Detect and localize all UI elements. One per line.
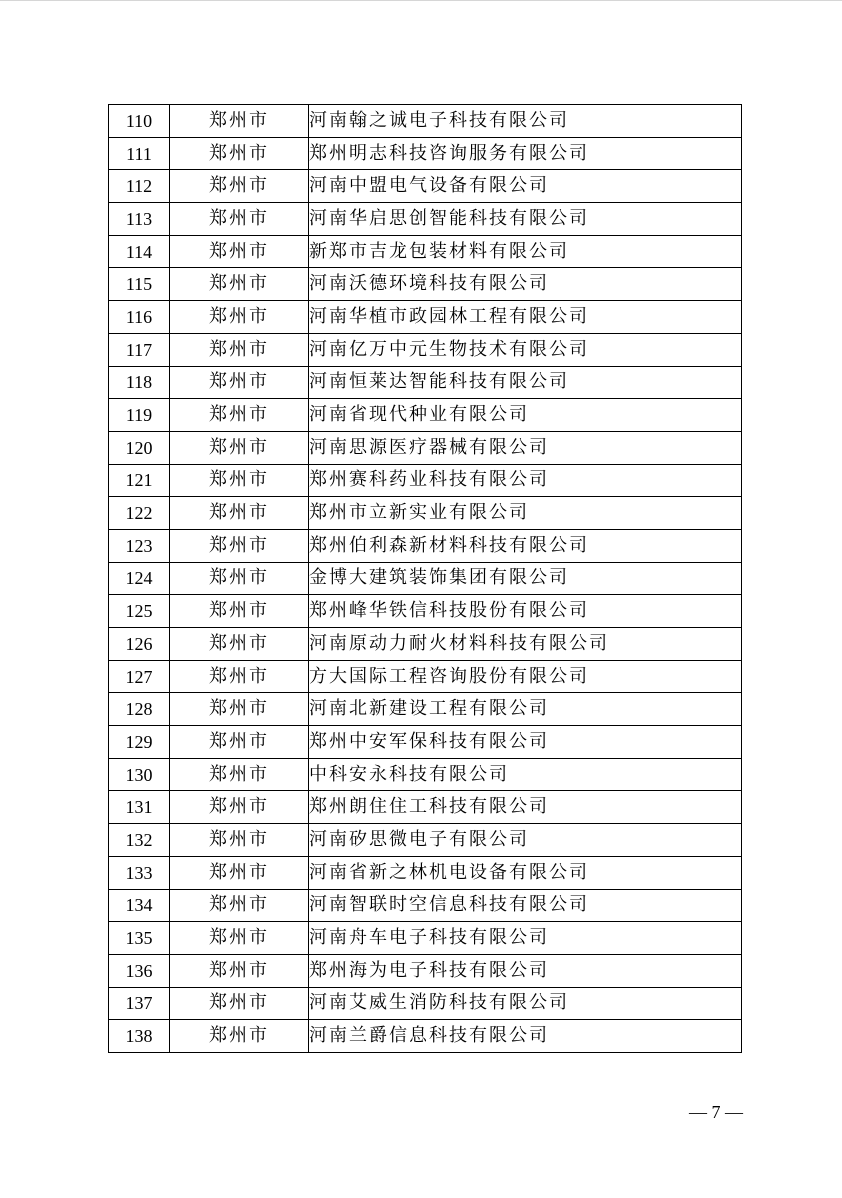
- table-row: [109, 889, 742, 922]
- table-row: [109, 660, 742, 693]
- city-cell: 郑州市: [170, 726, 309, 759]
- city-cell: 郑州市: [170, 366, 309, 399]
- company-name-cell: 河南思源医疗器械有限公司: [309, 431, 742, 464]
- company-name-cell: 河南华启思创智能科技有限公司: [309, 203, 742, 236]
- city-cell: 郑州市: [170, 889, 309, 922]
- row-number-cell: 117: [109, 333, 170, 366]
- row-number-cell: 114: [109, 235, 170, 268]
- company-name-cell: 河南华植市政园林工程有限公司: [309, 301, 742, 334]
- city-cell: 郑州市: [170, 693, 309, 726]
- table-row: [109, 628, 742, 661]
- city-cell: 郑州市: [170, 399, 309, 432]
- city-cell: 郑州市: [170, 628, 309, 661]
- company-name-cell: 河南恒莱达智能科技有限公司: [309, 366, 742, 399]
- company-name-cell: 新郑市吉龙包装材料有限公司: [309, 235, 742, 268]
- city-cell: 郑州市: [170, 235, 309, 268]
- company-name-cell: 中科安永科技有限公司: [309, 758, 742, 791]
- table-row: [109, 529, 742, 562]
- table-row: [109, 268, 742, 301]
- company-name-cell: 河南艾威生消防科技有限公司: [309, 987, 742, 1020]
- company-name-cell: 郑州海为电子科技有限公司: [309, 954, 742, 987]
- company-name-cell: 郑州明志科技咨询服务有限公司: [309, 137, 742, 170]
- row-number-cell: 132: [109, 824, 170, 857]
- row-number-cell: 111: [109, 137, 170, 170]
- row-number-cell: 128: [109, 693, 170, 726]
- company-name-cell: 河南中盟电气设备有限公司: [309, 170, 742, 203]
- company-name-cell: 河南省现代种业有限公司: [309, 399, 742, 432]
- row-number-cell: 126: [109, 628, 170, 661]
- city-cell: 郑州市: [170, 922, 309, 955]
- row-number-cell: 122: [109, 497, 170, 530]
- row-number-cell: 110: [109, 105, 170, 138]
- city-cell: 郑州市: [170, 529, 309, 562]
- row-number-cell: 116: [109, 301, 170, 334]
- row-number-cell: 133: [109, 856, 170, 889]
- city-cell: 郑州市: [170, 954, 309, 987]
- table-row: [109, 464, 742, 497]
- row-number-cell: 134: [109, 889, 170, 922]
- row-number-cell: 113: [109, 203, 170, 236]
- table-row: [109, 693, 742, 726]
- company-name-cell: 河南矽思微电子有限公司: [309, 824, 742, 857]
- table-row: [109, 922, 742, 955]
- city-cell: 郑州市: [170, 660, 309, 693]
- company-name-cell: 郑州朗住住工科技有限公司: [309, 791, 742, 824]
- table-row: [109, 235, 742, 268]
- row-number-cell: 125: [109, 595, 170, 628]
- company-name-cell: 河南兰爵信息科技有限公司: [309, 1020, 742, 1053]
- company-list-table: [108, 104, 742, 1053]
- table-row: [109, 856, 742, 889]
- row-number-cell: 118: [109, 366, 170, 399]
- table-row: [109, 333, 742, 366]
- company-name-cell: 金博大建筑装饰集团有限公司: [309, 562, 742, 595]
- company-name-cell: 河南智联时空信息科技有限公司: [309, 889, 742, 922]
- row-number-cell: 137: [109, 987, 170, 1020]
- table-row: [109, 595, 742, 628]
- company-name-cell: 河南北新建设工程有限公司: [309, 693, 742, 726]
- city-cell: 郑州市: [170, 497, 309, 530]
- city-cell: 郑州市: [170, 464, 309, 497]
- company-name-cell: 河南亿万中元生物技术有限公司: [309, 333, 742, 366]
- row-number-cell: 112: [109, 170, 170, 203]
- table-row: [109, 366, 742, 399]
- city-cell: 郑州市: [170, 105, 309, 138]
- company-name-cell: 河南原动力耐火材料科技有限公司: [309, 628, 742, 661]
- page-number: — 7 —: [689, 1102, 743, 1122]
- city-cell: 郑州市: [170, 758, 309, 791]
- table-row: [109, 758, 742, 791]
- row-number-cell: 130: [109, 758, 170, 791]
- top-border-rule: [0, 0, 842, 1]
- city-cell: 郑州市: [170, 791, 309, 824]
- table-row: [109, 954, 742, 987]
- city-cell: 郑州市: [170, 203, 309, 236]
- city-cell: 郑州市: [170, 987, 309, 1020]
- table-row: [109, 137, 742, 170]
- table-row: [109, 726, 742, 759]
- company-list-body: [109, 105, 742, 1053]
- city-cell: 郑州市: [170, 856, 309, 889]
- row-number-cell: 123: [109, 529, 170, 562]
- row-number-cell: 119: [109, 399, 170, 432]
- table-row: [109, 203, 742, 236]
- city-cell: 郑州市: [170, 137, 309, 170]
- city-cell: 郑州市: [170, 333, 309, 366]
- table-row: [109, 170, 742, 203]
- row-number-cell: 124: [109, 562, 170, 595]
- city-cell: 郑州市: [170, 595, 309, 628]
- row-number-cell: 121: [109, 464, 170, 497]
- city-cell: 郑州市: [170, 301, 309, 334]
- row-number-cell: 127: [109, 660, 170, 693]
- table-row: [109, 431, 742, 464]
- table-row: [109, 497, 742, 530]
- row-number-cell: 120: [109, 431, 170, 464]
- company-name-cell: 郑州伯利森新材料科技有限公司: [309, 529, 742, 562]
- city-cell: 郑州市: [170, 562, 309, 595]
- table-row: [109, 987, 742, 1020]
- city-cell: 郑州市: [170, 1020, 309, 1053]
- city-cell: 郑州市: [170, 268, 309, 301]
- table-row: [109, 1020, 742, 1053]
- company-name-cell: 郑州中安军保科技有限公司: [309, 726, 742, 759]
- city-cell: 郑州市: [170, 170, 309, 203]
- company-name-cell: 郑州赛科药业科技有限公司: [309, 464, 742, 497]
- row-number-cell: 138: [109, 1020, 170, 1053]
- city-cell: 郑州市: [170, 431, 309, 464]
- company-name-cell: 河南省新之林机电设备有限公司: [309, 856, 742, 889]
- table-row: [109, 399, 742, 432]
- city-cell: 郑州市: [170, 824, 309, 857]
- table-row: [109, 105, 742, 138]
- row-number-cell: 115: [109, 268, 170, 301]
- company-name-cell: 方大国际工程咨询股份有限公司: [309, 660, 742, 693]
- row-number-cell: 131: [109, 791, 170, 824]
- row-number-cell: 135: [109, 922, 170, 955]
- company-name-cell: 郑州市立新实业有限公司: [309, 497, 742, 530]
- row-number-cell: 129: [109, 726, 170, 759]
- row-number-cell: 136: [109, 954, 170, 987]
- table-row: [109, 562, 742, 595]
- table-row: [109, 824, 742, 857]
- company-name-cell: 河南翰之诚电子科技有限公司: [309, 105, 742, 138]
- company-name-cell: 河南沃德环境科技有限公司: [309, 268, 742, 301]
- table-row: [109, 791, 742, 824]
- table-row: [109, 301, 742, 334]
- company-name-cell: 河南舟车电子科技有限公司: [309, 922, 742, 955]
- company-name-cell: 郑州峰华铁信科技股份有限公司: [309, 595, 742, 628]
